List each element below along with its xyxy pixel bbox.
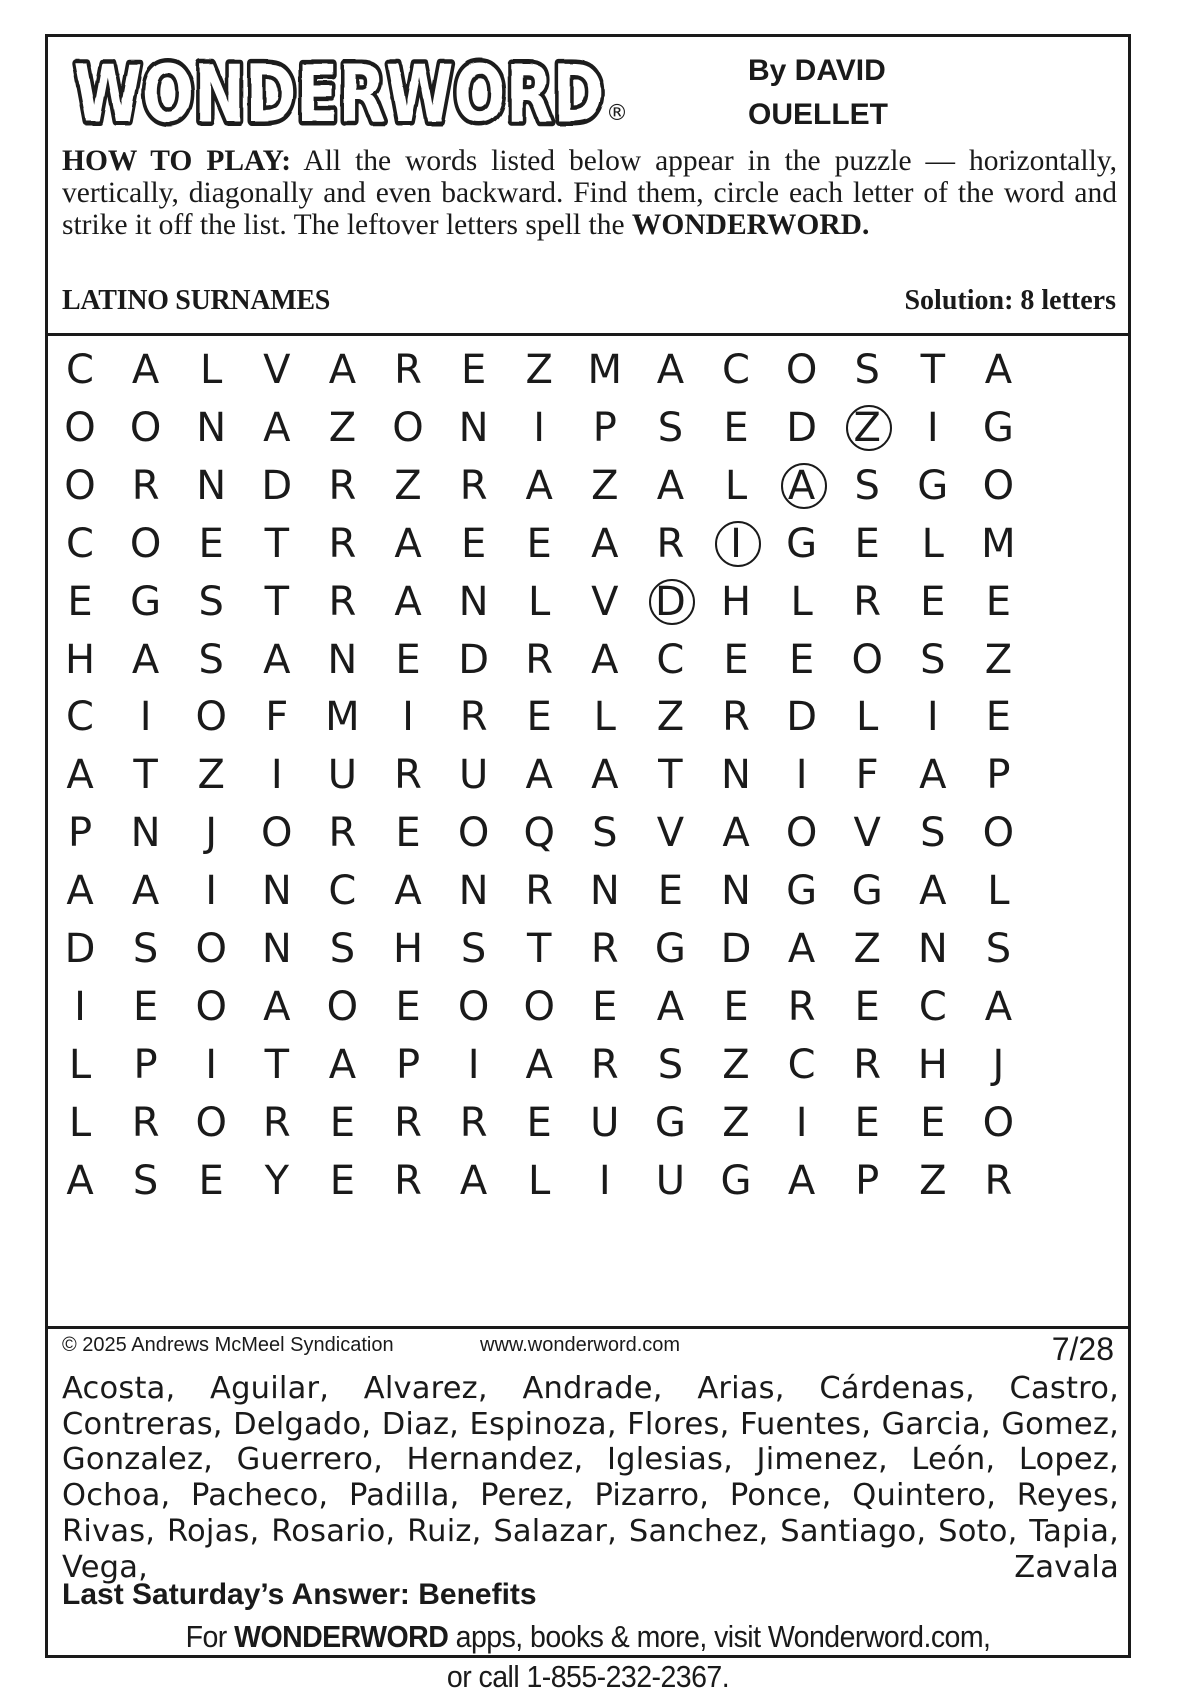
grid-cell[interactable]: S [920, 636, 946, 683]
grid-cell[interactable]: E [526, 1099, 552, 1146]
grid-cell[interactable]: I [533, 404, 546, 451]
svg-text:WONDERWORD: WONDERWORD [74, 50, 604, 139]
grid-cell[interactable]: N [261, 868, 292, 915]
puzzle-theme: LATINO SURNAMES [62, 285, 331, 316]
grid-cell[interactable]: V [656, 810, 685, 857]
grid-cell[interactable]: E [132, 983, 159, 1030]
grid-cell[interactable]: C [787, 1041, 816, 1088]
grid-cell[interactable]: N [196, 404, 227, 451]
grid-cell[interactable]: E [460, 520, 487, 567]
grid-cell[interactable]: S [985, 926, 1012, 972]
grid-cell[interactable]: I [467, 1041, 480, 1088]
grid-cell[interactable]: E [723, 636, 749, 683]
grid-row [48, 397, 1128, 459]
grid-cell[interactable]: E [67, 578, 93, 625]
grid-cell[interactable]: U [590, 1099, 620, 1146]
grid-cell[interactable]: Z [328, 404, 357, 451]
grid-cell[interactable]: L [724, 462, 748, 509]
grid-cell[interactable]: E [854, 983, 880, 1030]
grid-cell[interactable]: S [198, 636, 224, 683]
grid-cell[interactable]: D [261, 462, 293, 509]
grid-cell[interactable]: R [525, 636, 554, 683]
grid-cell[interactable]: A [984, 347, 1013, 393]
grid-cell[interactable]: N [589, 868, 620, 915]
grid-cell[interactable]: E [198, 1157, 224, 1204]
grid-cell[interactable]: D [720, 926, 752, 972]
grid-cell[interactable]: E [592, 983, 618, 1030]
grid-cell[interactable]: S [460, 926, 487, 972]
grid-cell[interactable]: T [133, 752, 158, 799]
grid-cell[interactable]: O [195, 694, 227, 741]
grid-cell[interactable]: I [598, 1157, 611, 1204]
grid-cell[interactable]: E [920, 578, 946, 625]
grid-cell[interactable]: I [205, 868, 218, 915]
grid-cell[interactable]: P [395, 1041, 421, 1088]
grid-cell[interactable]: O [129, 404, 162, 451]
grid-cell[interactable]: S [198, 578, 224, 625]
grid-cell[interactable]: O [851, 636, 883, 683]
grid-cell[interactable]: T [920, 347, 946, 393]
grid-cell[interactable]: L [200, 347, 223, 393]
grid-cell[interactable]: R [394, 752, 422, 799]
grid-cell[interactable]: L [68, 1099, 92, 1146]
grid-cell[interactable]: A [131, 868, 160, 915]
grid-cell[interactable]: M [325, 694, 360, 741]
grid-cell[interactable]: R [394, 347, 422, 393]
grid-cell[interactable]: S [920, 810, 946, 857]
grid-cell[interactable]: T [264, 578, 290, 625]
grid-cell[interactable]: L [856, 694, 879, 741]
grid-cell[interactable]: H [720, 578, 752, 625]
grid-cell[interactable]: E [329, 1099, 356, 1146]
grid-cell[interactable]: P [67, 810, 93, 857]
grid-cell[interactable]: G [982, 404, 1014, 451]
grid-cell[interactable]: N [458, 578, 489, 625]
grid-cell[interactable]: M [981, 520, 1016, 567]
grid-cell[interactable]: R [787, 983, 816, 1030]
grid-cell[interactable]: C [656, 636, 685, 683]
grid-cell[interactable]: P [986, 752, 1011, 799]
svg-text:WONDERWORD: WONDERWORD [74, 50, 604, 139]
grid-row [48, 802, 1128, 864]
grid-cell[interactable]: I [795, 1099, 808, 1146]
grid-cell[interactable]: R [984, 1157, 1013, 1204]
promo-pre: For [185, 1619, 227, 1654]
promo-post: apps, books & more, visit Wonderword.com, [455, 1619, 991, 1654]
grid-cell[interactable]: O [457, 983, 490, 1030]
grid-cell[interactable]: S [132, 1157, 159, 1204]
grid-cell[interactable]: O [785, 810, 818, 857]
grid-cell[interactable]: G [851, 868, 883, 915]
puzzle-frame [45, 34, 1131, 1694]
grid-cell[interactable]: A [656, 462, 685, 509]
grid-cell[interactable]: N [458, 404, 489, 451]
grid-cell[interactable]: N [721, 752, 751, 799]
grid-cell[interactable]: R [328, 810, 357, 857]
word-list: Acosta, Aguilar, Alvarez, Andrade, Arias, Cárdenas, Castro, Contreras, Delgado, Diaz, Espinoza, Flores, Fuentes, Garcia, Gomez, Gonzalez, Guerrero, Hernandez, Iglesias, Jimenez, León, Lopez, Ochoa, Pacheco, Padilla, Perez, Pizarro, Ponce, Quintero, Reyes, Rivas, Rojas, Rosario, Ruiz, Salazar, Sanchez, Santiago, Soto, Tapia, Vega, Zavala [62, 1371, 1119, 1585]
grid-cell[interactable]: N [327, 636, 358, 683]
grid-cell[interactable]: A [722, 810, 750, 857]
grid-cell[interactable]: I [205, 1041, 218, 1088]
grid-cell[interactable]: M [587, 347, 623, 393]
grid-cell[interactable]: I [74, 983, 86, 1030]
grid-cell[interactable]: R [131, 462, 160, 509]
solution-length: Solution: 8 letters [904, 285, 1116, 316]
grid-cell[interactable]: A [525, 462, 553, 509]
grid-cell[interactable]: R [394, 1157, 422, 1204]
grid-cell[interactable]: A [525, 752, 553, 799]
grid-cell[interactable]: A [66, 1157, 94, 1204]
puzzle-header [48, 37, 1128, 336]
grid-row [48, 571, 1128, 633]
grid-cell[interactable]: A [394, 520, 422, 567]
grid-cell[interactable]: A [394, 868, 422, 915]
grid-cell[interactable]: A [591, 520, 619, 567]
grid-cell[interactable]: R [328, 578, 357, 625]
grid-cell[interactable]: A [656, 983, 685, 1030]
grid-cell[interactable]: E [198, 520, 224, 567]
grid-cell[interactable]: D [458, 636, 489, 683]
grid-cell[interactable]: S [854, 347, 880, 393]
grid-cell[interactable]: T [526, 926, 552, 972]
grid-cell[interactable]: E [395, 983, 421, 1030]
grid-row [48, 1092, 1128, 1154]
grid-cell[interactable]: I [926, 404, 939, 451]
grid-cell[interactable]: R [590, 926, 619, 972]
grid-cell[interactable]: A [131, 636, 160, 683]
grid-cell[interactable]: I [270, 752, 283, 799]
grid-cell[interactable]: E [526, 520, 552, 567]
grid-cell[interactable]: R [459, 694, 488, 741]
last-answer: Last Saturday’s Answer: Benefits [62, 1578, 537, 1611]
grid-cell[interactable]: U [655, 1157, 686, 1204]
grid-cell[interactable]: Z [394, 462, 422, 509]
grid-cell[interactable]: Z [837, 397, 897, 459]
grid-cell[interactable]: H [392, 926, 424, 972]
grid-cell[interactable]: R [459, 462, 488, 509]
grid-cell[interactable]: P [133, 1041, 158, 1088]
grid-cell[interactable]: R [131, 1099, 160, 1146]
grid-cell[interactable]: E [854, 520, 880, 567]
grid-cell[interactable]: A [263, 404, 291, 451]
grid-cell[interactable]: C [66, 520, 94, 567]
byline-line: OUELLET [748, 98, 888, 131]
grid-cell[interactable]: O [261, 810, 293, 857]
grid-cell[interactable]: E [854, 1099, 880, 1146]
grid-cell[interactable]: Z [722, 1041, 750, 1088]
grid-cell[interactable]: A [328, 347, 357, 393]
grid-row [48, 976, 1128, 1038]
grid-cell[interactable]: R [328, 462, 357, 509]
grid-cell[interactable]: N [261, 926, 292, 972]
grid-cell[interactable]: C [328, 868, 357, 915]
grid-cell[interactable]: R [853, 578, 882, 625]
grid-cell[interactable]: O [785, 347, 818, 393]
grid-cell[interactable]: Z [525, 347, 553, 393]
grid-cell[interactable]: A [131, 347, 160, 393]
grid-cell[interactable]: V [591, 578, 619, 625]
grid-cell[interactable]: G [130, 578, 162, 625]
grid-cell[interactable]: O [195, 926, 227, 972]
grid-row [48, 686, 1128, 748]
grid-cell[interactable]: H [917, 1041, 948, 1088]
grid-cell[interactable]: Q [523, 810, 555, 857]
grid-cell[interactable]: O [326, 983, 359, 1030]
grid-cell[interactable]: A [459, 1157, 488, 1204]
grid-cell[interactable]: L [790, 578, 813, 625]
grid-cell[interactable]: A [591, 752, 619, 799]
grid-cell[interactable]: Z [656, 694, 685, 741]
grid-cell[interactable]: A [787, 1157, 816, 1204]
grid-cell[interactable]: S [657, 404, 684, 451]
grid-cell[interactable]: O [982, 810, 1015, 857]
grid-cell[interactable]: G [786, 520, 818, 567]
grid-cell[interactable]: T [658, 752, 683, 799]
grid-row [48, 1150, 1128, 1212]
grid-cell[interactable]: V [853, 810, 881, 857]
grid-row [48, 860, 1128, 922]
grid-cell[interactable]: A [656, 347, 685, 393]
grid-cell[interactable]: I [706, 513, 766, 575]
grid-cell[interactable]: A [919, 868, 947, 915]
grid-cell[interactable]: A [66, 868, 94, 915]
grid-cell[interactable]: E [657, 868, 684, 915]
grid-cell[interactable]: S [854, 462, 880, 509]
how-to-play-label: HOW TO PLAY: [62, 145, 292, 177]
grid-cell[interactable]: U [458, 752, 489, 799]
grid-cell[interactable]: V [263, 347, 291, 393]
grid-cell[interactable]: A [787, 926, 816, 972]
grid-row [48, 339, 1128, 401]
grid-cell[interactable]: O [457, 810, 490, 857]
grid-cell[interactable]: E [985, 578, 1012, 625]
grid-cell[interactable]: A [772, 455, 832, 517]
grid-cell[interactable]: O [64, 462, 96, 509]
grid-cell[interactable]: Z [591, 462, 619, 509]
grid-cell[interactable]: E [395, 636, 421, 683]
grid-cell[interactable]: A [394, 578, 422, 625]
grid-cell[interactable]: N [721, 868, 751, 915]
grid-cell[interactable]: R [722, 694, 750, 741]
grid-cell[interactable]: S [592, 810, 618, 857]
grid-cell[interactable]: O [195, 1099, 227, 1146]
grid-cell[interactable]: C [722, 347, 750, 393]
grid-cell[interactable]: P [855, 1157, 880, 1204]
grid-cell[interactable]: E [920, 1099, 946, 1146]
wonderword-logo [70, 43, 620, 139]
grid-cell[interactable]: I [402, 694, 414, 741]
grid-cell[interactable]: N [458, 868, 489, 915]
grid-cell[interactable]: R [262, 1099, 291, 1146]
grid-cell[interactable]: L [528, 1157, 551, 1204]
grid-cell[interactable]: E [985, 694, 1012, 741]
how-to-play-text: All the words listed below appear in the puzzle — horizontally, vertically, diagonally and even backward. Find them, circle each letter of the word and strike it off the list. The leftover letters spell the [62, 145, 1117, 241]
grid-cell[interactable]: S [657, 1041, 684, 1088]
grid-cell[interactable]: I [139, 694, 152, 741]
grid-cell[interactable]: T [264, 520, 290, 567]
grid-row [48, 744, 1128, 806]
grid-cell[interactable]: G [654, 1099, 686, 1146]
grid-cell[interactable]: S [132, 926, 159, 972]
promo-text [91, 1617, 1085, 1696]
grid-cell[interactable]: G [720, 1157, 752, 1204]
grid-cell[interactable]: A [919, 752, 947, 799]
grid-cell[interactable]: H [64, 636, 96, 683]
grid-cell[interactable]: A [525, 1041, 553, 1088]
grid-row [48, 1034, 1128, 1096]
grid-cell[interactable]: A [66, 752, 94, 799]
registered-mark: ® [606, 101, 628, 126]
author-byline [748, 49, 988, 137]
byline-line: By DAVID [748, 54, 886, 87]
grid-cell[interactable]: C [66, 347, 94, 393]
grid-row [48, 918, 1128, 980]
grid-cell[interactable]: Z [853, 926, 881, 972]
grid-cell[interactable]: E [723, 983, 749, 1030]
letter-grid [48, 339, 1128, 1329]
grid-cell[interactable]: R [394, 1099, 422, 1146]
grid-cell[interactable]: O [129, 520, 162, 567]
grid-row [48, 513, 1128, 575]
grid-cell[interactable]: L [68, 1041, 92, 1088]
grid-cell[interactable]: A [591, 636, 619, 683]
grid-cell[interactable]: Z [919, 1157, 947, 1204]
grid-cell[interactable]: A [263, 983, 291, 1030]
grid-cell[interactable]: E [395, 810, 421, 857]
grid-cell[interactable]: J [992, 1041, 1005, 1088]
promo-line-1 [91, 1617, 1085, 1657]
grid-cell[interactable]: D [786, 404, 817, 451]
grid-cell[interactable]: O [523, 983, 555, 1030]
grid-cell[interactable]: R [590, 1041, 619, 1088]
grid-cell[interactable]: A [328, 1041, 357, 1088]
grid-cell[interactable]: E [460, 347, 487, 393]
grid-cell[interactable]: N [917, 926, 948, 972]
grid-cell[interactable]: O [982, 1099, 1015, 1146]
copyright-notice: © 2025 Andrews McMeel Syndication [62, 1334, 394, 1356]
grid-row [48, 455, 1128, 517]
grid-cell[interactable]: C [918, 983, 947, 1030]
grid-cell[interactable]: L [593, 694, 616, 741]
grid-cell[interactable]: D [640, 571, 700, 633]
grid-cell[interactable]: F [855, 752, 879, 799]
puzzle-date: 7/28 [1051, 1331, 1114, 1367]
grid-cell[interactable]: Z [722, 1099, 750, 1146]
promo-brand: WONDERWORD [234, 1619, 449, 1654]
grid-cell[interactable]: O [392, 404, 424, 451]
grid-cell[interactable]: T [264, 1041, 290, 1088]
grid-cell[interactable]: D [64, 926, 96, 972]
grid-cell[interactable]: P [592, 404, 617, 451]
grid-cell[interactable]: E [329, 1157, 356, 1204]
grid-cell[interactable]: R [853, 1041, 882, 1088]
grid-cell[interactable]: A [984, 983, 1013, 1030]
grid-cell[interactable]: E [788, 636, 815, 683]
grid-cell[interactable]: I [926, 694, 939, 741]
grid-cell[interactable]: O [64, 404, 96, 451]
grid-cell[interactable]: Z [984, 636, 1013, 683]
grid-cell[interactable]: U [327, 752, 358, 799]
promo-line-2: or call 1-855-232-2367. [446, 1659, 730, 1694]
grid-cell[interactable]: G [654, 926, 686, 972]
grid-cell[interactable]: N [196, 462, 227, 509]
grid-cell[interactable]: A [263, 636, 291, 683]
grid-cell[interactable]: O [195, 983, 227, 1030]
grid-cell[interactable]: J [205, 810, 218, 857]
grid-cell[interactable]: E [723, 404, 749, 451]
grid-cell[interactable]: F [265, 694, 289, 741]
grid-cell[interactable]: R [525, 868, 554, 915]
grid-row [48, 629, 1128, 691]
grid-cell[interactable]: L [987, 868, 1010, 915]
website-link[interactable]: www.wonderword.com [480, 1334, 681, 1356]
grid-cell[interactable]: R [459, 1099, 488, 1146]
grid-cell[interactable]: L [921, 520, 944, 567]
grid-cell[interactable]: R [328, 520, 357, 567]
grid-cell[interactable]: L [528, 578, 551, 625]
grid-cell[interactable]: G [917, 462, 949, 509]
grid-cell[interactable]: E [526, 694, 552, 741]
how-to-play-instructions [62, 145, 1117, 241]
grid-cell[interactable]: N [130, 810, 161, 857]
grid-cell[interactable]: Z [197, 752, 225, 799]
grid-cell[interactable]: R [656, 520, 685, 567]
how-to-play-end: WONDERWORD. [631, 209, 870, 241]
grid-cell[interactable]: O [982, 462, 1015, 509]
grid-cell[interactable]: G [786, 868, 818, 915]
grid-cell[interactable]: S [329, 926, 356, 972]
grid-cell[interactable]: D [786, 694, 817, 741]
grid-cell[interactable]: I [795, 752, 808, 799]
grid-cell[interactable]: Y [264, 1157, 290, 1204]
grid-cell[interactable]: C [66, 694, 94, 741]
